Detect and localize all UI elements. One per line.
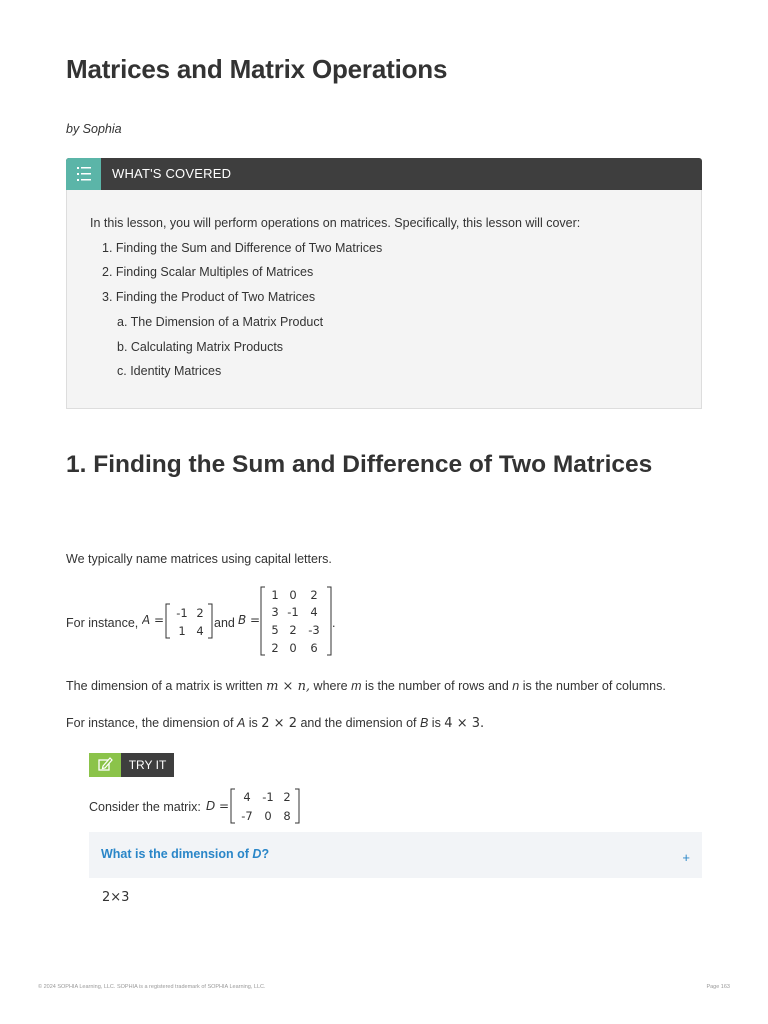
paragraph-capital-letters: We typically name matrices using capital letters. (66, 552, 332, 566)
section-heading: 1. Finding the Sum and Difference of Two Matrices (66, 451, 653, 478)
whats-covered-body (66, 190, 702, 409)
covered-subitem: a. The Dimension of a Matrix Product (117, 315, 324, 329)
answer-text: 2×3 (102, 890, 130, 905)
math-dim-a: 2 × 2 (261, 716, 297, 731)
question-text[interactable]: What is the dimension of D? (101, 847, 270, 861)
page-title: Matrices and Matrix Operations (66, 54, 448, 84)
list-icon (66, 158, 101, 190)
matrix-cell: 2 (196, 606, 204, 620)
matrix-cell: 2 (289, 623, 297, 637)
matrix-b-label: B = (238, 613, 261, 627)
edit-icon (89, 753, 121, 777)
paragraph-instance: For instance, (66, 616, 139, 630)
matrix-cell: 4 (243, 790, 251, 804)
whats-covered-title: WHAT'S COVERED (112, 166, 232, 181)
period: . (332, 616, 336, 630)
matrix-cell: 6 (310, 641, 318, 655)
matrix-cell: 3 (271, 605, 279, 619)
byline: by Sophia (66, 122, 122, 136)
matrix-cell: 8 (283, 809, 291, 823)
matrix-b (238, 584, 338, 658)
matrix-cell: 4 (310, 605, 318, 619)
matrix-cell: -3 (308, 623, 320, 637)
matrix-cell: 2 (271, 641, 279, 655)
matrix-cell: 5 (271, 623, 279, 637)
covered-intro: In this lesson, you will perform operations on matrices. Specifically, this lesson will cover: (90, 216, 581, 230)
matrix-cell: 2 (283, 790, 291, 804)
matrix-cell: -1 (176, 606, 188, 620)
matrix-a (142, 601, 222, 641)
matrix-cell: 1 (178, 624, 186, 638)
covered-item: 3. Finding the Product of Two Matrices (102, 290, 316, 304)
matrix-cell: 4 (196, 624, 204, 638)
and-text: and (214, 616, 235, 630)
expand-plus-icon[interactable]: + (682, 850, 690, 865)
matrix-cell: -1 (287, 605, 299, 619)
matrix-cell: 0 (264, 809, 272, 823)
paragraph-dimension: The dimension of a matrix is written m × n, where m is the number of rows and n is the number of columns. (66, 679, 666, 694)
matrix-cell: 2 (310, 588, 318, 602)
math-dim-b: 4 × 3. (444, 716, 485, 731)
footer-copyright: © 2024 SOPHIA Learning, LLC. SOPHIA is a registered trademark of SOPHIA Learning, LLC. (38, 984, 266, 990)
matrix-cell: -7 (241, 809, 253, 823)
matrix-cell: 0 (289, 641, 297, 655)
question-accordion[interactable] (89, 832, 702, 878)
matrix-a-label: A = (142, 613, 165, 627)
paragraph-example-dimensions: For instance, the dimension of A is 2 × 2 and the dimension of B is 4 × 3. (66, 716, 485, 731)
covered-item: 1. Finding the Sum and Difference of Two Matrices (102, 241, 383, 255)
covered-subitem: b. Calculating Matrix Products (117, 340, 284, 354)
covered-subitem: c. Identity Matrices (117, 364, 222, 378)
covered-item: 2. Finding Scalar Multiples of Matrices (102, 265, 314, 279)
consider-text: Consider the matrix: (89, 800, 201, 814)
try-it-label: TRY IT (121, 753, 174, 777)
matrix-cell: 0 (289, 588, 297, 602)
matrix-d-label: D = (206, 799, 230, 813)
footer-page-number: Page 163 (706, 984, 730, 990)
matrix-cell: -1 (262, 790, 274, 804)
matrix-d (206, 787, 306, 827)
matrix-cell: 1 (271, 588, 279, 602)
whats-covered-header (66, 158, 702, 190)
whats-covered-box (66, 158, 702, 410)
math-mxn: m × n, (266, 679, 311, 694)
